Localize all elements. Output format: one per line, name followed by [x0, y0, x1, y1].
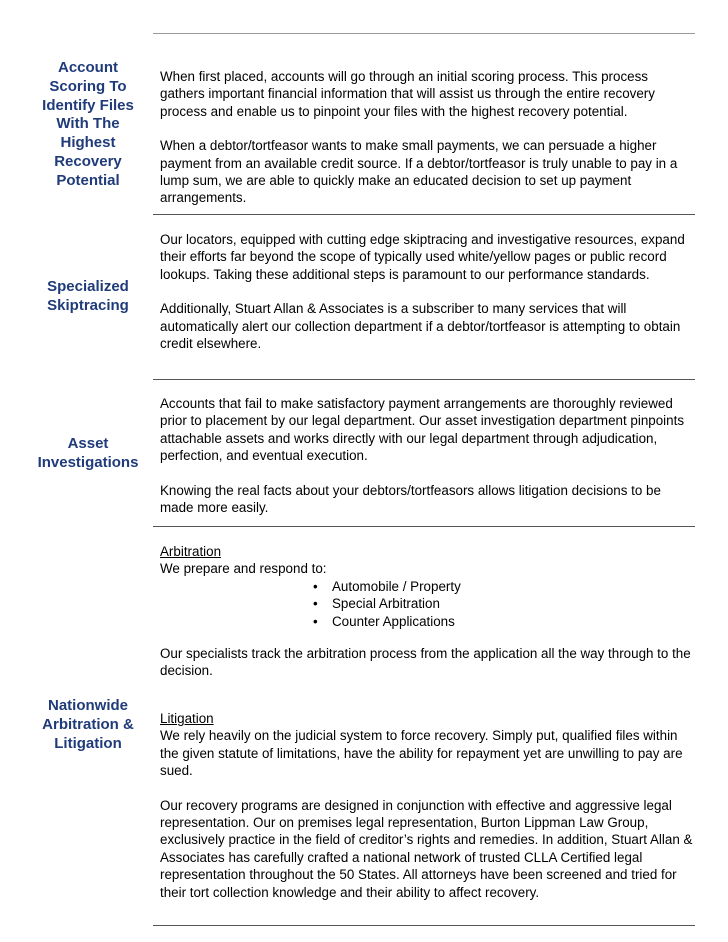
label-line: Potential [56, 171, 120, 189]
paragraph: We rely heavily on the judicial system to force recovery. Simply put, qualified files within the given statute of limitations, have the ability for repayment yet are unwilling to pay are sued. [160, 728, 683, 779]
section-body-asset-investigations [160, 395, 695, 516]
section-label-skiptracing [30, 278, 146, 316]
section-label-asset-investigations [30, 435, 146, 473]
paragraph: When first placed, accounts will go through an initial scoring process. This process gathers important financial information that will assist us through the entire recovery process and enable us to pinpoint your files with the highest recovery potential. [160, 69, 655, 119]
divider-top [153, 33, 695, 34]
divider-1 [153, 214, 695, 215]
arbitration-list [160, 578, 695, 630]
label-line: Investigations [37, 453, 139, 471]
divider-bottom [153, 925, 695, 926]
arbitration-intro: We prepare and respond to: [160, 561, 327, 577]
label-line: Nationwide [47, 697, 128, 714]
section-label-account-scoring [30, 59, 146, 191]
divider-2 [153, 379, 695, 380]
list-item: • Counter Applications [160, 613, 695, 630]
section-body-litigation [160, 710, 695, 901]
arbitration-paragraph-block [160, 645, 695, 680]
paragraph: When a debtor/tortfeasor wants to make small payments, we can persuade a higher payment from an available credit source. If a debtor/tortfeasor is truly unable to pay in a lump sum, we are able to quickly make an educated decision to set up payment arrangements. [160, 138, 678, 206]
paragraph: Additionally, Stuart Allan & Associates is a subscriber to many services that will automatically alert our collection department if a debtor/tortfeasor is attempting to obtain credit elsewhere. [160, 301, 681, 352]
label-line: With The [56, 115, 120, 133]
litigation-heading: Litigation [160, 711, 214, 726]
paragraph: Knowing the real facts about your debtors/tortfeasors allows litigation decisions to be made more easily. [160, 482, 661, 516]
label-line: Arbitration & [42, 715, 134, 733]
arbitration-heading: Arbitration [160, 544, 222, 559]
paragraph: Our specialists track the arbitration process from the application all the way through to the decision. [160, 646, 691, 679]
label-line: Asset [67, 435, 109, 452]
list-item: • Special Arbitration [160, 595, 695, 612]
section-body-account-scoring [160, 68, 695, 207]
label-line: Account [58, 59, 118, 76]
paragraph: Accounts that fail to make satisfactory payment arrangements are thoroughly reviewed prior to placement by our legal department. Our asset investigation department pinpoints attachable assets and works directly with our legal department through adjudication, perfection, and eventual execution. [160, 396, 685, 464]
label-line: Specialized [47, 278, 129, 295]
paragraph: Our locators, equipped with cutting edge skiptracing and investigative resources, expand their efforts far beyond the scope of typically used white/yellow pages or public record lookups. Taking these additional steps is paramount to our performance standards. [160, 232, 685, 282]
divider-3 [153, 526, 695, 527]
section-label-arbitration-litigation [30, 697, 146, 753]
list-item: • Automobile / Property [160, 578, 695, 595]
label-line: Scoring To [49, 77, 127, 95]
paragraph: Our recovery programs are designed in conjunction with effective and aggressive legal representation. Our on premises legal representation, Burton Lippman Law Group, exclusively practice in the field of creditor’s rights and remedies. In addition, Stuart Allan & Associates has carefully crafted a national network of trusted CLLA Certified legal representation throughout the 50 States. All attorneys have been screened and tried for their tort collection knowledge and their ability to affect recovery. [160, 797, 693, 900]
label-line: Litigation [54, 734, 122, 752]
label-line: Highest [60, 134, 116, 152]
section-body-arbitration [160, 543, 695, 630]
label-line: Recovery [54, 152, 122, 170]
label-line: Skiptracing [47, 296, 129, 314]
label-line: Identify Files [42, 96, 134, 114]
section-body-skiptracing [160, 231, 695, 352]
